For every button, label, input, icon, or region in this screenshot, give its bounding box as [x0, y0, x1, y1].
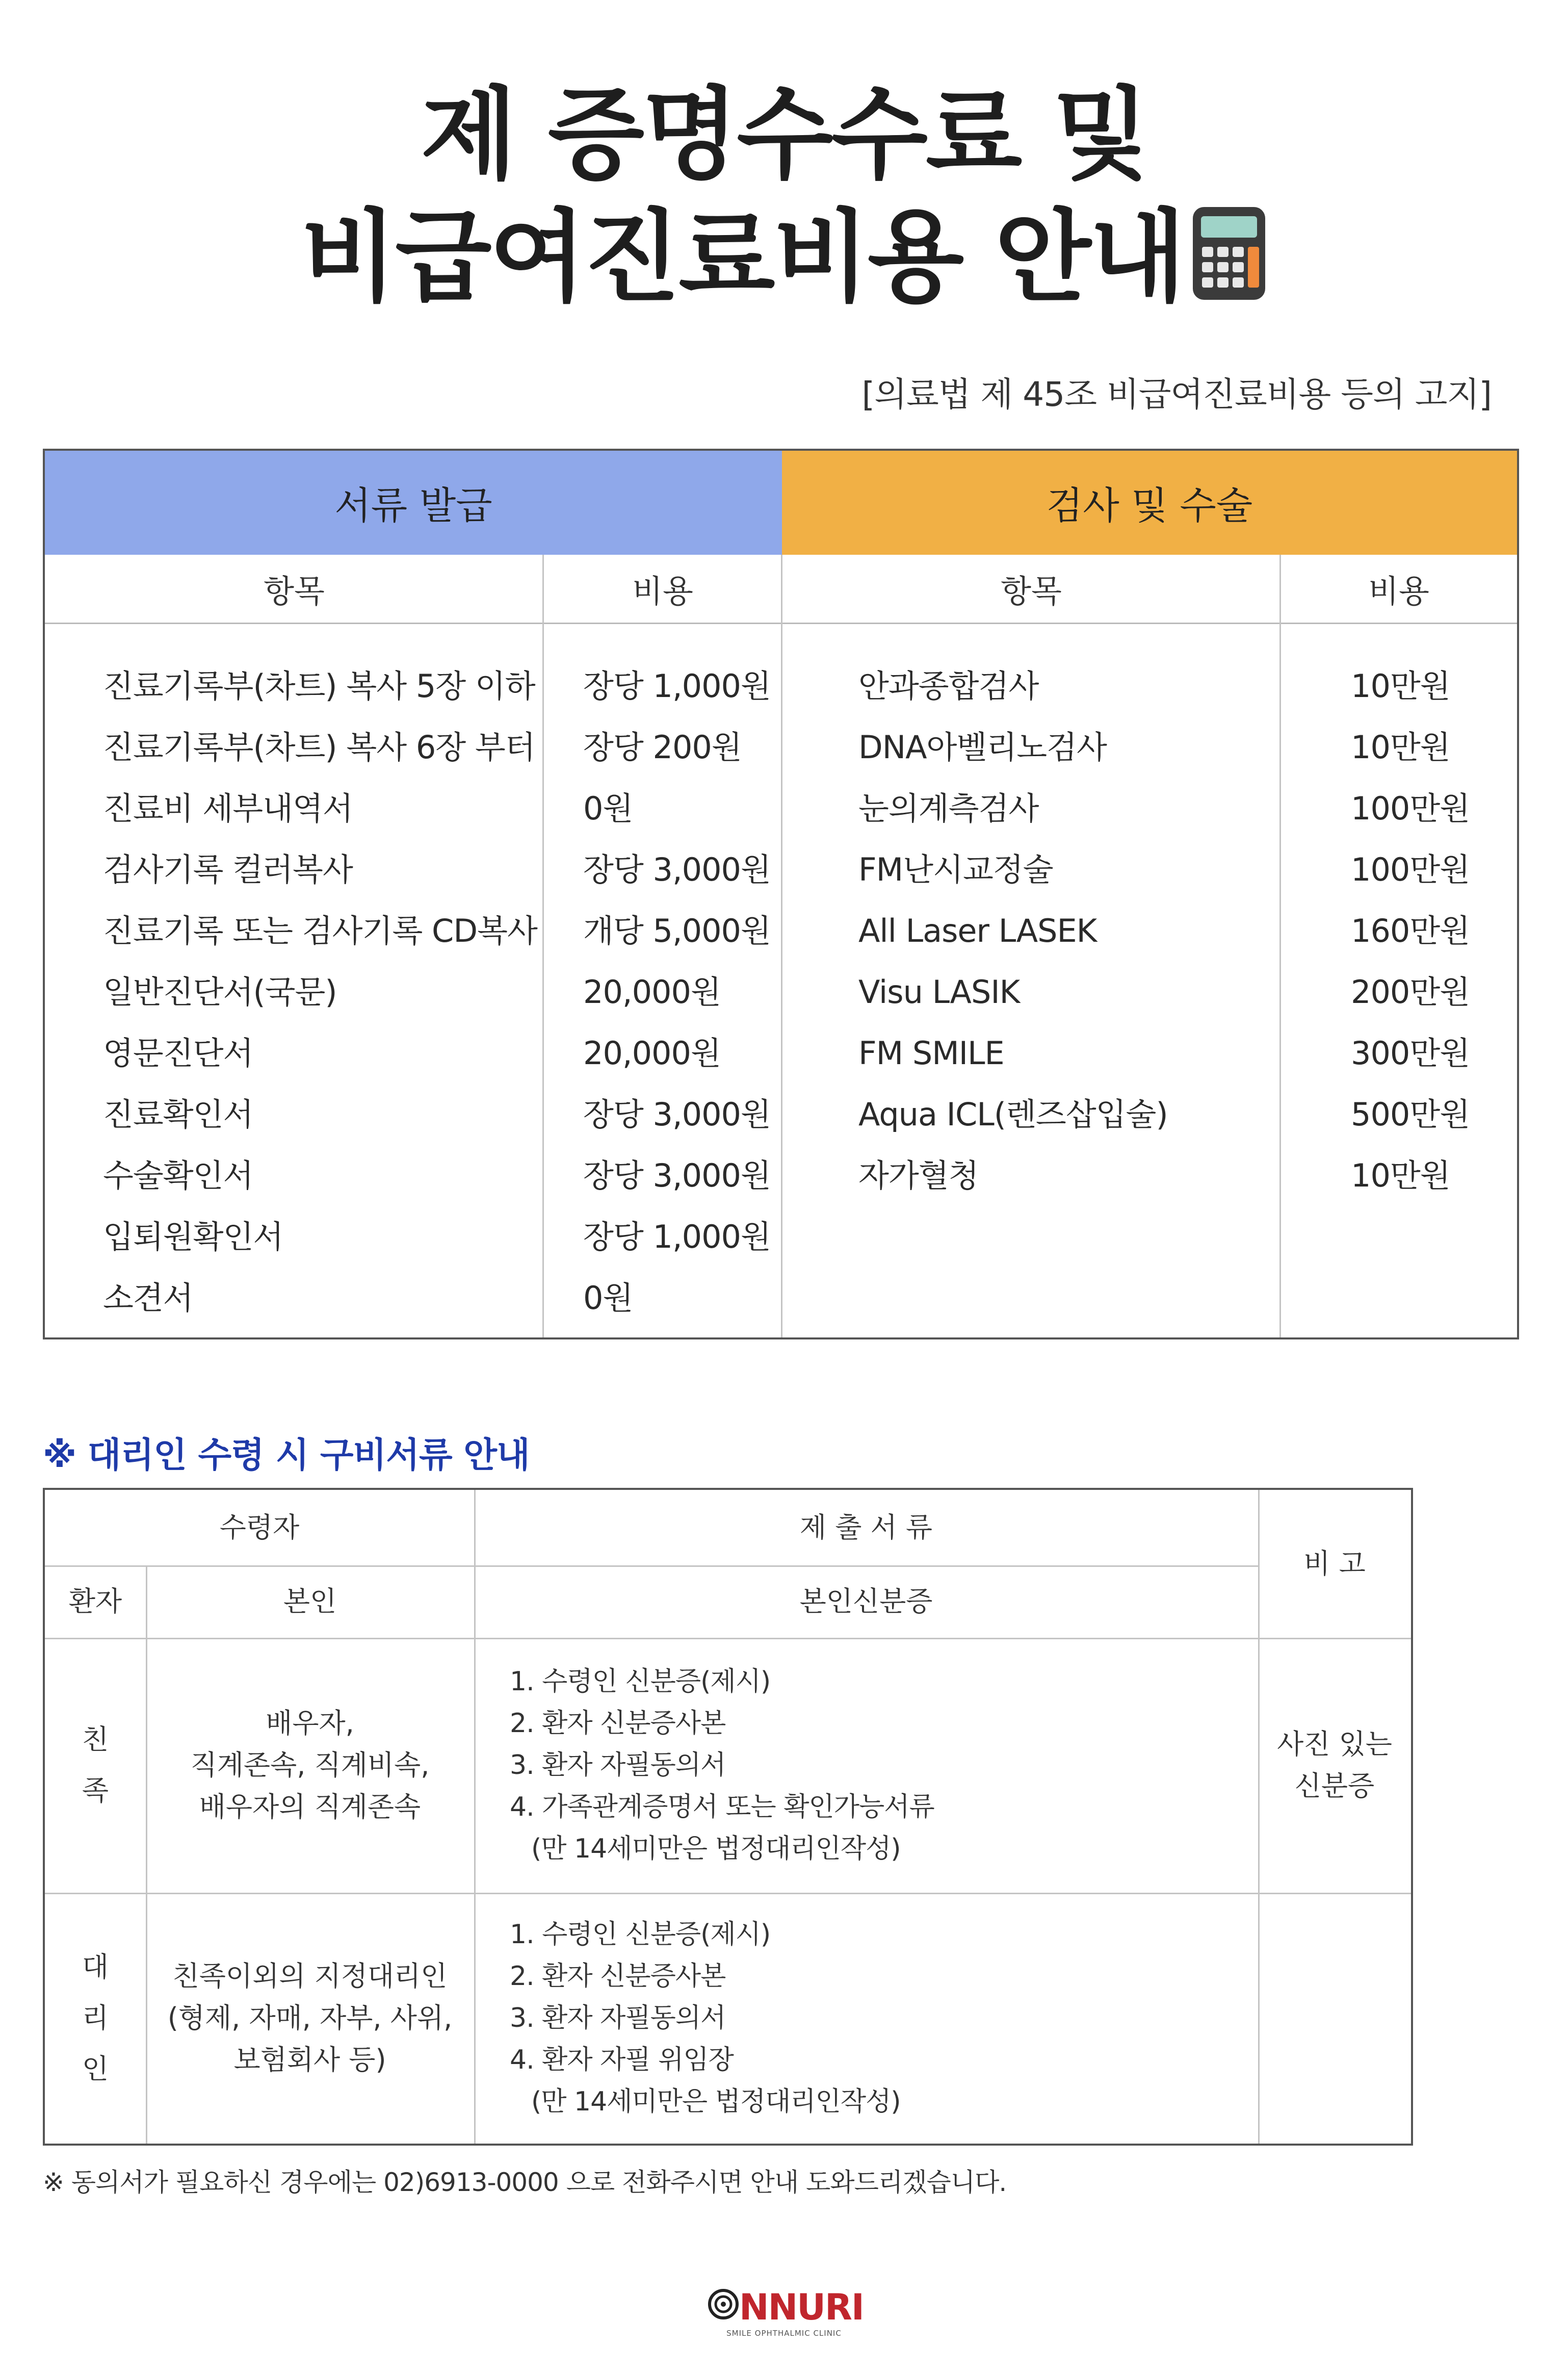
agent-label-char: 리	[82, 2002, 109, 2034]
page-title-line1	[0, 66, 1568, 204]
header-recipient: 수령자	[219, 1511, 300, 1543]
doc-item: 진료기록부(차트) 복사 5장 이하	[103, 667, 535, 705]
exam-cost: 10만원	[1351, 667, 1450, 705]
family-label	[45, 1638, 146, 1893]
doc-item: 진료비 세부내역서	[103, 790, 353, 827]
agent-doc-item: 3. 환자 자필동의서	[510, 2003, 726, 2033]
column-divider	[781, 555, 782, 1337]
agent-label	[45, 1893, 146, 2144]
agent-note	[1258, 1893, 1411, 2144]
doc-cost: 장당 1,000원	[583, 667, 771, 705]
exam-item-list	[858, 624, 1168, 1206]
footnote: ※ 동의서가 필요하신 경우에는 02)6913-0000 으로 전화주시면 안내 도와드리겠습니다.	[43, 2168, 1007, 2197]
patient-docs: 본인신분증	[799, 1585, 933, 1617]
doc-cost: 장당 3,000원	[583, 1096, 771, 1133]
agent-label-char: 인	[82, 2053, 109, 2085]
doc-item: 진료확인서	[103, 1096, 253, 1133]
exam-cost: 100만원	[1351, 851, 1470, 888]
doc-cost: 장당 3,000원	[583, 1157, 771, 1194]
exam-cost: 500만원	[1351, 1096, 1470, 1133]
agent-doc-item: 4. 환자 자필 위임장	[510, 2045, 734, 2075]
family-who-line: 직계존속, 직계비속,	[190, 1749, 430, 1781]
family-label-char: 친	[82, 1723, 109, 1756]
exam-cost: 300만원	[1351, 1035, 1470, 1072]
exam-item: 안과종합검사	[858, 667, 1039, 705]
logo-o-icon	[708, 2288, 739, 2326]
exam-cost: 10만원	[1351, 1157, 1450, 1194]
agent-doc-item: (만 14세미만은 법정대리인작성)	[531, 2086, 901, 2117]
agent-who	[146, 1893, 474, 2144]
exam-item: Visu LASIK	[858, 973, 1020, 1011]
agent-docs	[474, 1893, 1258, 2144]
doc-item-list	[103, 624, 537, 1329]
exam-cost-list	[1351, 624, 1470, 1206]
exam-item: All Laser LASEK	[858, 912, 1097, 949]
column-header-exam-cost: 비용	[1280, 555, 1517, 624]
law-notice: [의료법 제 45조 비급여진료비용 등의 고지]	[861, 375, 1492, 414]
doc-cost: 0원	[583, 790, 633, 827]
family-note-line: 신분증	[1294, 1770, 1375, 1802]
doc-item: 일반진단서(국문)	[103, 973, 337, 1011]
exam-cost: 200만원	[1351, 973, 1470, 1011]
exam-cost: 160만원	[1351, 912, 1470, 949]
column-divider	[542, 555, 544, 1337]
doc-cost: 0원	[583, 1279, 633, 1317]
doc-item: 진료기록 또는 검사기록 CD복사	[103, 912, 537, 949]
doc-cost-list	[583, 624, 771, 1329]
family-doc-item: 2. 환자 신분증사본	[510, 1708, 726, 1739]
family-docs	[474, 1638, 1258, 1893]
title-line2-text: 비급여진료비용 안내	[300, 199, 1184, 316]
proxy-section-title: ※ 대리인 수령 시 구비서류 안내	[43, 1435, 530, 1476]
proxy-table	[43, 1488, 1413, 2146]
patient-who: 본인	[283, 1585, 337, 1617]
exam-item: Aqua ICL(렌즈삽입술)	[858, 1096, 1168, 1133]
exam-item: FM SMILE	[858, 1035, 1004, 1072]
family-who-line: 배우자,	[266, 1707, 354, 1739]
doc-cost: 개당 5,000원	[583, 912, 771, 949]
agent-who-line: 친족이외의 지정대리인	[172, 1960, 448, 1992]
clinic-logo	[708, 2286, 864, 2344]
exam-item: 자가혈청	[858, 1157, 979, 1194]
fee-table	[43, 449, 1519, 1339]
column-divider	[1279, 555, 1281, 1337]
family-doc-item: 4. 가족관계증명서 또는 확인가능서류	[510, 1792, 934, 1822]
family-doc-item: 3. 환자 자필동의서	[510, 1750, 726, 1781]
exam-item: DNA아벨리노검사	[858, 729, 1107, 766]
patient-label: 환자	[68, 1585, 122, 1617]
doc-cost: 장당 3,000원	[583, 851, 771, 888]
column-header-doc-cost: 비용	[543, 555, 782, 624]
doc-item: 입퇴원확인서	[103, 1218, 283, 1255]
logo-wordmark	[708, 2286, 864, 2328]
agent-doc-item: 2. 환자 신분증사본	[510, 1961, 726, 1992]
family-note-line: 사진 있는	[1277, 1728, 1392, 1760]
calculator-icon	[1191, 199, 1267, 337]
doc-item: 소견서	[103, 1279, 193, 1317]
doc-cost: 장당 200원	[583, 729, 742, 766]
family-label-char: 족	[82, 1774, 109, 1807]
agent-label-char: 대	[82, 1951, 109, 1983]
doc-item: 검사기록 컬러복사	[103, 851, 353, 888]
section-header-exams: 검사 및 수술	[782, 451, 1517, 555]
doc-cost: 20,000원	[583, 1035, 721, 1072]
exam-item: 눈의계측검사	[858, 790, 1039, 827]
doc-cost: 20,000원	[583, 973, 721, 1011]
agent-who-line: 보험회사 등)	[233, 2044, 386, 2076]
logo-brand-text: NNURI	[739, 2286, 864, 2328]
doc-item: 수술확인서	[103, 1157, 253, 1194]
family-who-line: 배우자의 직계존속	[199, 1791, 421, 1823]
agent-doc-item: 1. 수령인 신분증(제시)	[510, 1919, 771, 1950]
header-documents: 제 출 서 류	[799, 1511, 933, 1543]
column-header-exam-item: 항목	[782, 555, 1280, 624]
section-header-documents: 서류 발급	[45, 451, 782, 555]
doc-cost: 장당 1,000원	[583, 1218, 771, 1255]
doc-item: 영문진단서	[103, 1035, 253, 1072]
title-line1-text: 제 증명수수료 및	[421, 77, 1147, 193]
family-doc-item: (만 14세미만은 법정대리인작성)	[531, 1834, 901, 1864]
header-note: 비 고	[1303, 1548, 1366, 1580]
family-doc-item: 1. 수령인 신분증(제시)	[510, 1666, 771, 1697]
page-title-line2	[0, 189, 1568, 337]
logo-tagline: SMILE OPHTHALMIC CLINIC	[726, 2329, 842, 2338]
exam-cost: 100만원	[1351, 790, 1470, 827]
family-who	[146, 1638, 474, 1893]
doc-item: 진료기록부(차트) 복사 6장 부터	[103, 729, 535, 766]
column-header-doc-item: 항목	[45, 555, 543, 624]
exam-item: FM난시교정술	[858, 851, 1053, 888]
family-note	[1258, 1638, 1411, 1893]
agent-who-line: (형제, 자매, 자부, 사위,	[167, 2002, 453, 2034]
exam-cost: 10만원	[1351, 729, 1450, 766]
